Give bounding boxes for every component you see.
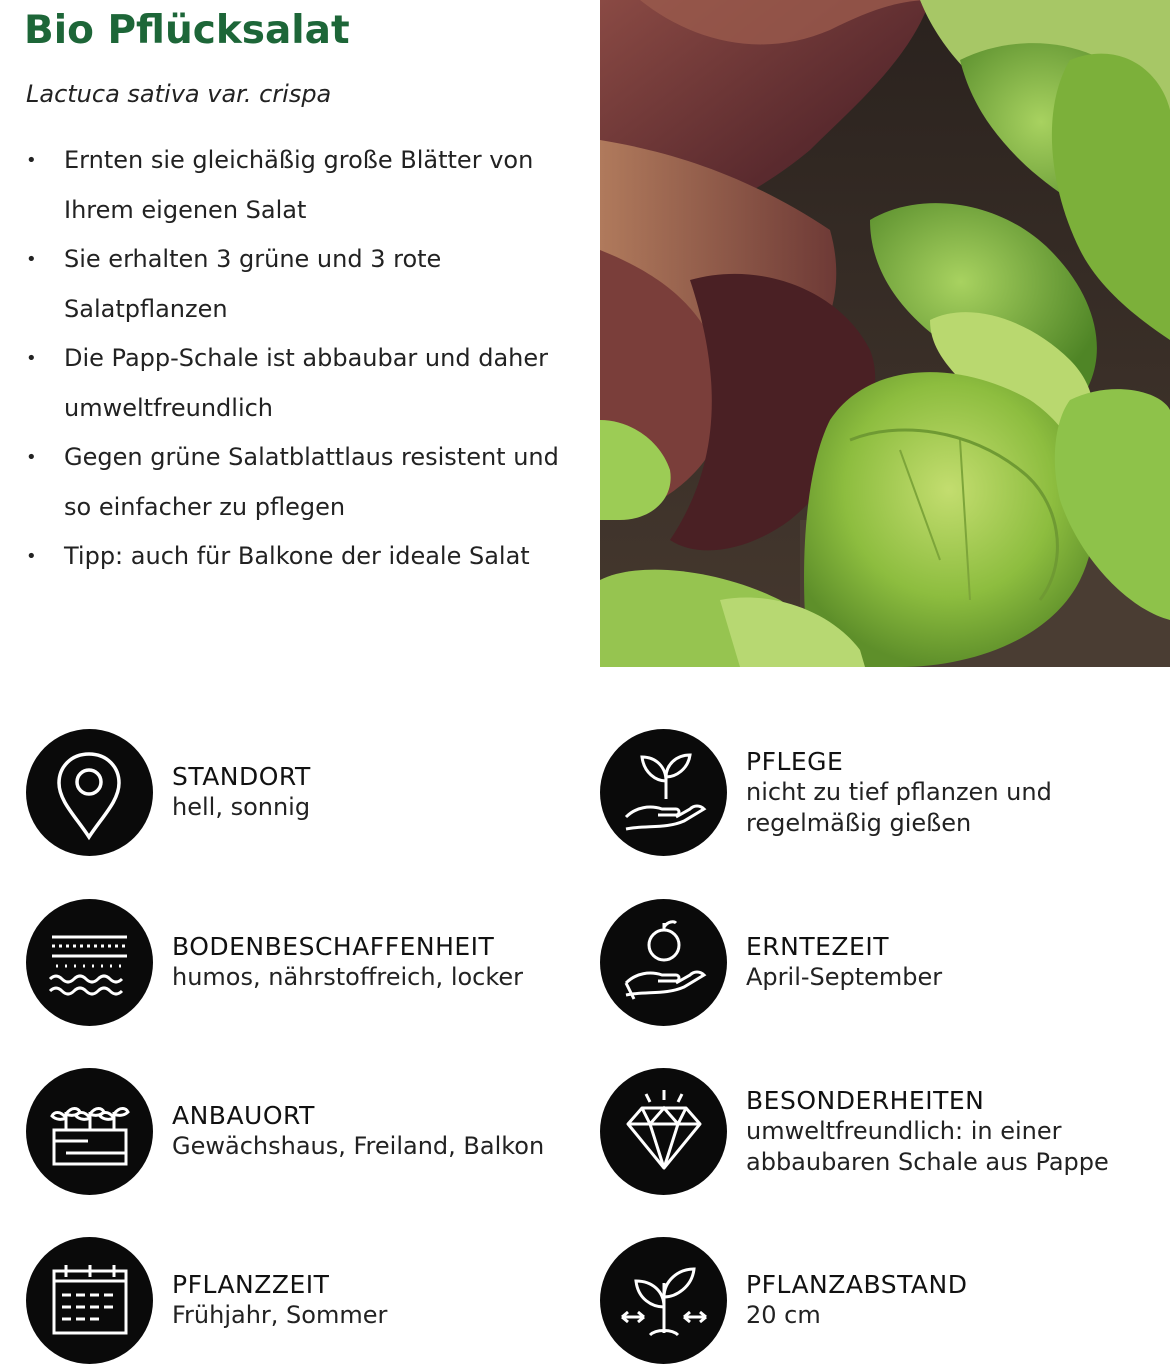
feature-item — [24, 532, 584, 582]
feature-item — [24, 334, 584, 433]
product-photo — [600, 0, 1170, 667]
bullet-icon: • — [26, 249, 37, 270]
info-value: umweltfreundlich: in einer abbaubaren Schale aus Pappe — [746, 1116, 1109, 1176]
bullet-icon: • — [26, 150, 37, 171]
seedling-hand-icon — [600, 729, 727, 856]
info-label: PFLANZABSTAND — [746, 1270, 968, 1299]
location-pin-icon — [26, 729, 153, 856]
info-label: ERNTEZEIT — [746, 932, 890, 961]
info-value: Frühjahr, Sommer — [172, 1301, 388, 1329]
info-label: PFLEGE — [746, 746, 844, 776]
info-value: humos, nährstoffreich, locker — [172, 963, 524, 991]
feature-text: Ernten sie gleichäßig große Blätter von Ihrem eigenen Salat — [64, 146, 534, 224]
info-value: April-September — [746, 963, 943, 991]
feature-item — [24, 136, 584, 235]
bullet-icon: • — [26, 447, 37, 468]
info-pflege — [600, 729, 1140, 859]
lettuce-illustration — [600, 0, 1170, 667]
info-pflanzabstand — [600, 1237, 1140, 1367]
product-title: Bio Pflücksalat — [24, 8, 350, 53]
plant-spacing-icon — [600, 1237, 727, 1364]
bullet-icon: • — [26, 348, 37, 369]
info-value: nicht zu tief pflanzen und regelmäßig gießen — [746, 777, 1052, 837]
info-value: Gewächshaus, Freiland, Balkon — [172, 1132, 545, 1160]
info-value: 20 cm — [746, 1301, 821, 1329]
plant-box-icon — [26, 1068, 153, 1195]
feature-text: Sie erhalten 3 grüne und 3 rote Salatpflanzen — [64, 245, 442, 323]
calendar-icon — [26, 1237, 153, 1364]
info-standort — [26, 729, 566, 859]
feature-text: Tipp: auch für Balkone der ideale Salat — [64, 542, 530, 570]
feature-list — [24, 136, 584, 582]
info-pflanzzeit — [26, 1237, 566, 1367]
latin-name: Lactuca sativa var. crispa — [26, 80, 332, 108]
info-label: PFLANZZEIT — [172, 1270, 330, 1299]
feature-text: Die Papp-Schale ist abbaubar und daher umweltfreundlich — [64, 344, 548, 422]
feature-item — [24, 433, 584, 532]
info-label: BODENBESCHAFFENHEIT — [172, 932, 495, 961]
fruit-hand-icon — [600, 899, 727, 1026]
info-boden — [26, 899, 566, 1029]
soil-layers-icon — [26, 899, 153, 1026]
info-erntezeit — [600, 899, 1140, 1029]
diamond-icon — [600, 1068, 727, 1195]
info-anbauort — [26, 1068, 566, 1198]
feature-item — [24, 235, 584, 334]
info-label: ANBAUORT — [172, 1101, 315, 1130]
info-besonderheiten — [600, 1068, 1140, 1198]
bullet-icon: • — [26, 546, 37, 567]
info-label: BESONDERHEITEN — [746, 1085, 985, 1115]
info-label: STANDORT — [172, 762, 311, 791]
feature-text: Gegen grüne Salatblattlaus resistent und so einfacher zu pflegen — [64, 443, 559, 521]
info-value: hell, sonnig — [172, 793, 311, 821]
